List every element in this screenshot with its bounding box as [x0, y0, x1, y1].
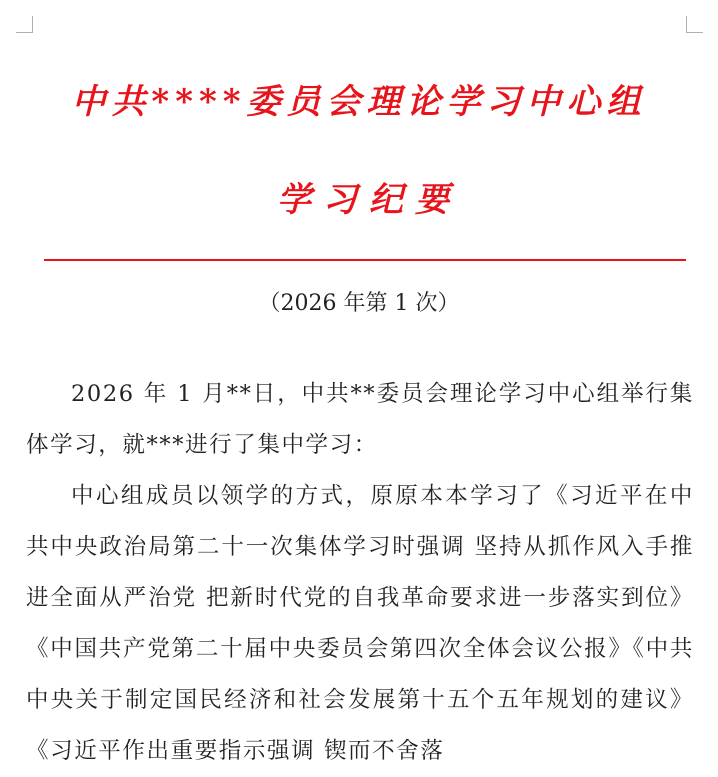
page-corner-mark-top-left [16, 16, 33, 33]
page-corner-mark-top-right [686, 16, 703, 33]
document-title-line1: 中共****委员会理论学习中心组 [71, 82, 647, 122]
body-paragraph-1: 2026 年 1 月**日，中共**委员会理论学习中心组举行集体学习，就***进行了集中学习： [26, 381, 694, 458]
body-paragraph-2: 中心组成员以领学的方式，原原本本学习了《习近平在中共中央政治局第二十一次集体学习时强调 坚持从抓作风入手推进全面从严治党 把新时代党的自我革命要求进一步落实到位》《中国共产党第二十届中央委员会第四次全体会议公报》《中共中央关于制定国民经济和社会发展第十五个五年规划的建议》《习近平作出重要指示强调 锲而不舍落 [26, 483, 694, 764]
issue-number: （2026 年第 1 次） [258, 291, 460, 316]
document-body [26, 369, 694, 777]
red-separator-rule [44, 259, 686, 261]
document-title-line2: 学习纪要 [277, 180, 461, 220]
